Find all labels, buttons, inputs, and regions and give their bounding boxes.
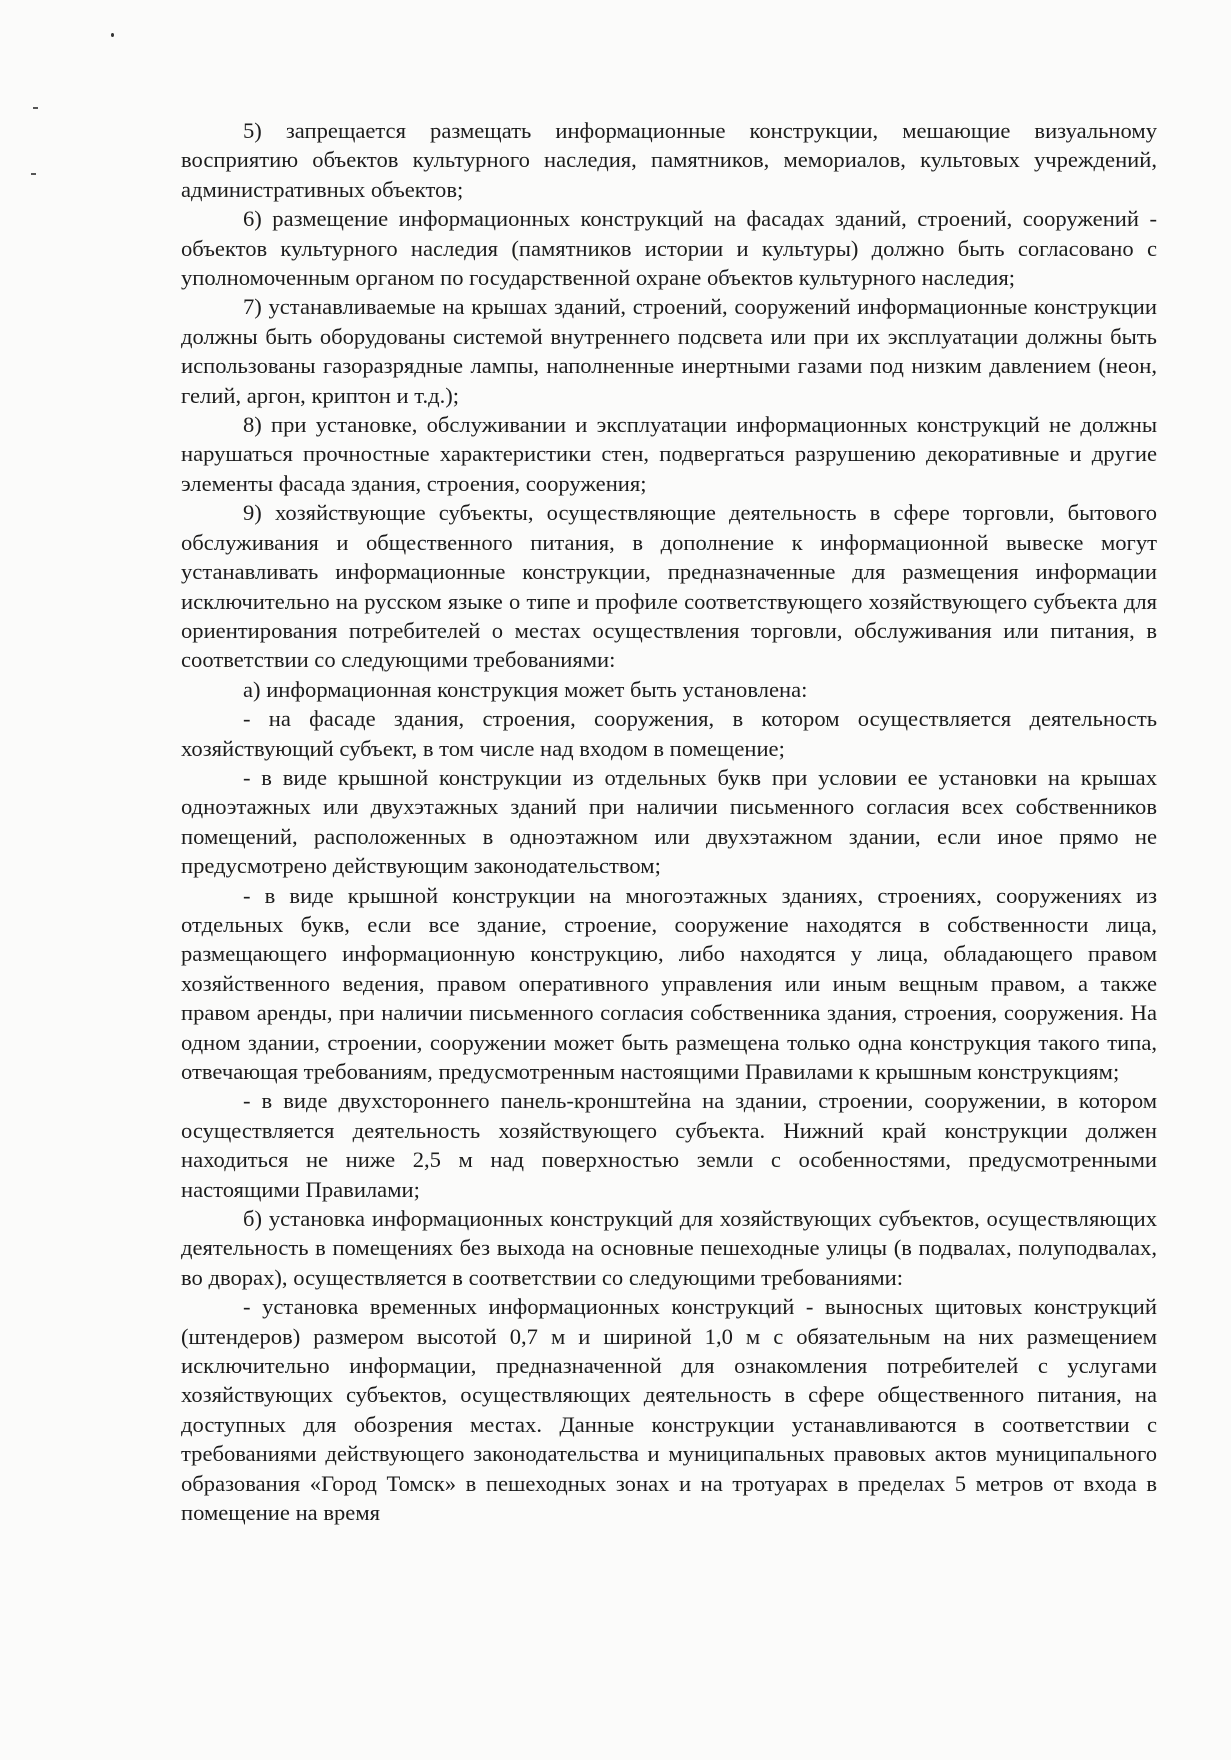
scan-mark	[31, 173, 36, 175]
list-item: - на фасаде здания, строения, сооружения, в котором осуществляется деятельность хозяйствующий субъект, в том числе над входом в помещение;	[181, 706, 1157, 761]
list-item: - установка временных информационных конструкций - выносных щитовых конструкций (штендеров) размером высотой 0,7 м и шириной 1,0 м с обязательным на них размещением исключительно информации, предназначенной для ознакомления потребителей с услугами хозяйствующих субъектов, осуществляющих деятельность в сфере общественного питания, на доступных для обозрения местах. Данные конструкции устанавливаются в соответствии с требованиями действующего законодательства и муниципальных правовых актов муниципального образования «Город Томск» в пешеходных зонах и на тротуарах в пределах 5 метров от входа в помещение на время	[181, 1294, 1157, 1526]
document-body	[181, 116, 1157, 1528]
list-item: - в виде крышной конструкции из отдельных букв при условии ее установки на крышах одноэтажных или двухэтажных зданий при наличии письменного согласия всех собственников помещений, расположенных в одноэтажном или двухэтажном здании, если иное прямо не предусмотрено действующим законодательством;	[181, 764, 1157, 879]
list-item: - в виде крышной конструкции на многоэтажных зданиях, строениях, сооружениях из отдельных букв, если все здание, строение, сооружение находятся в собственности лица, размещающего информационную конструкцию, либо находятся у лица, обладающего правом хозяйственного ведения, правом оперативного управления или иным вещным правом, а также правом аренды, при наличии письменного согласия собственника здания, строения, сооружения. На одном здании, строении, сооружении может быть размещена только одна конструкция такого типа, отвечающая требованиям, предусмотренным настоящими Правилами к крышным конструкциям;	[181, 882, 1157, 1084]
scan-mark	[33, 107, 38, 109]
paragraph-6: 6) размещение информационных конструкций на фасадах зданий, строений, сооружений - объектов культурного наследия (памятников истории и культуры) должно быть согласовано с уполномоченным органом по государственной охране объектов культурного наследия;	[181, 206, 1157, 291]
paragraph-8: 8) при установке, обслуживании и эксплуатации информационных конструкций не должны нарушаться прочностные характеристики стен, подвергаться разрушению декоративные и другие элементы фасада здания, строения, сооружения;	[181, 412, 1157, 496]
paragraph-7: 7) устанавливаемые на крышах зданий, строений, сооружений информационные конструкции должны быть оборудованы системой внутреннего подсвета или при их эксплуатации должны быть использованы газоразрядные лампы, наполненные инертными газами под низким давлением (неон, гелий, аргон, криптон и т.д.);	[181, 294, 1157, 408]
subparagraph-b: б) установка информационных конструкций для хозяйствующих субъектов, осуществляющих деятельность в помещениях без выхода на основные пешеходные улицы (в подвалах, полуподвалах, во дворах), осуществляется в соответствии со следующими требованиями:	[181, 1206, 1157, 1290]
paragraph-9: 9) хозяйствующие субъекты, осуществляющие деятельность в сфере торговли, бытового обслуживания и общественного питания, в дополнение к информационной вывеске могут устанавливать информационные конструкции, предназначенные для размещения информации исключительно на русском языке о типе и профиле соответствующего хозяйствующего субъекта для ориентирования потребителей о местах осуществления торговли, обслуживания или питания, в соответствии со следующими требованиями:	[181, 500, 1157, 673]
list-item: - в виде двухстороннего панель-кронштейна на здании, строении, сооружении, в котором осуществляется деятельность хозяйствующего субъекта. Нижний край конструкции должен находиться не ниже 2,5 м над поверхностью земли с особенностями, предусмотренными настоящими Правилами;	[181, 1088, 1157, 1202]
paragraph-5: 5) запрещается размещать информационные конструкции, мешающие визуальному восприятию объектов культурного наследия, памятников, мемориалов, культовых учреждений, административных объектов;	[181, 118, 1157, 202]
subparagraph-a: а) информационная конструкция может быть установлена:	[243, 676, 808, 702]
scan-speck	[111, 33, 114, 37]
